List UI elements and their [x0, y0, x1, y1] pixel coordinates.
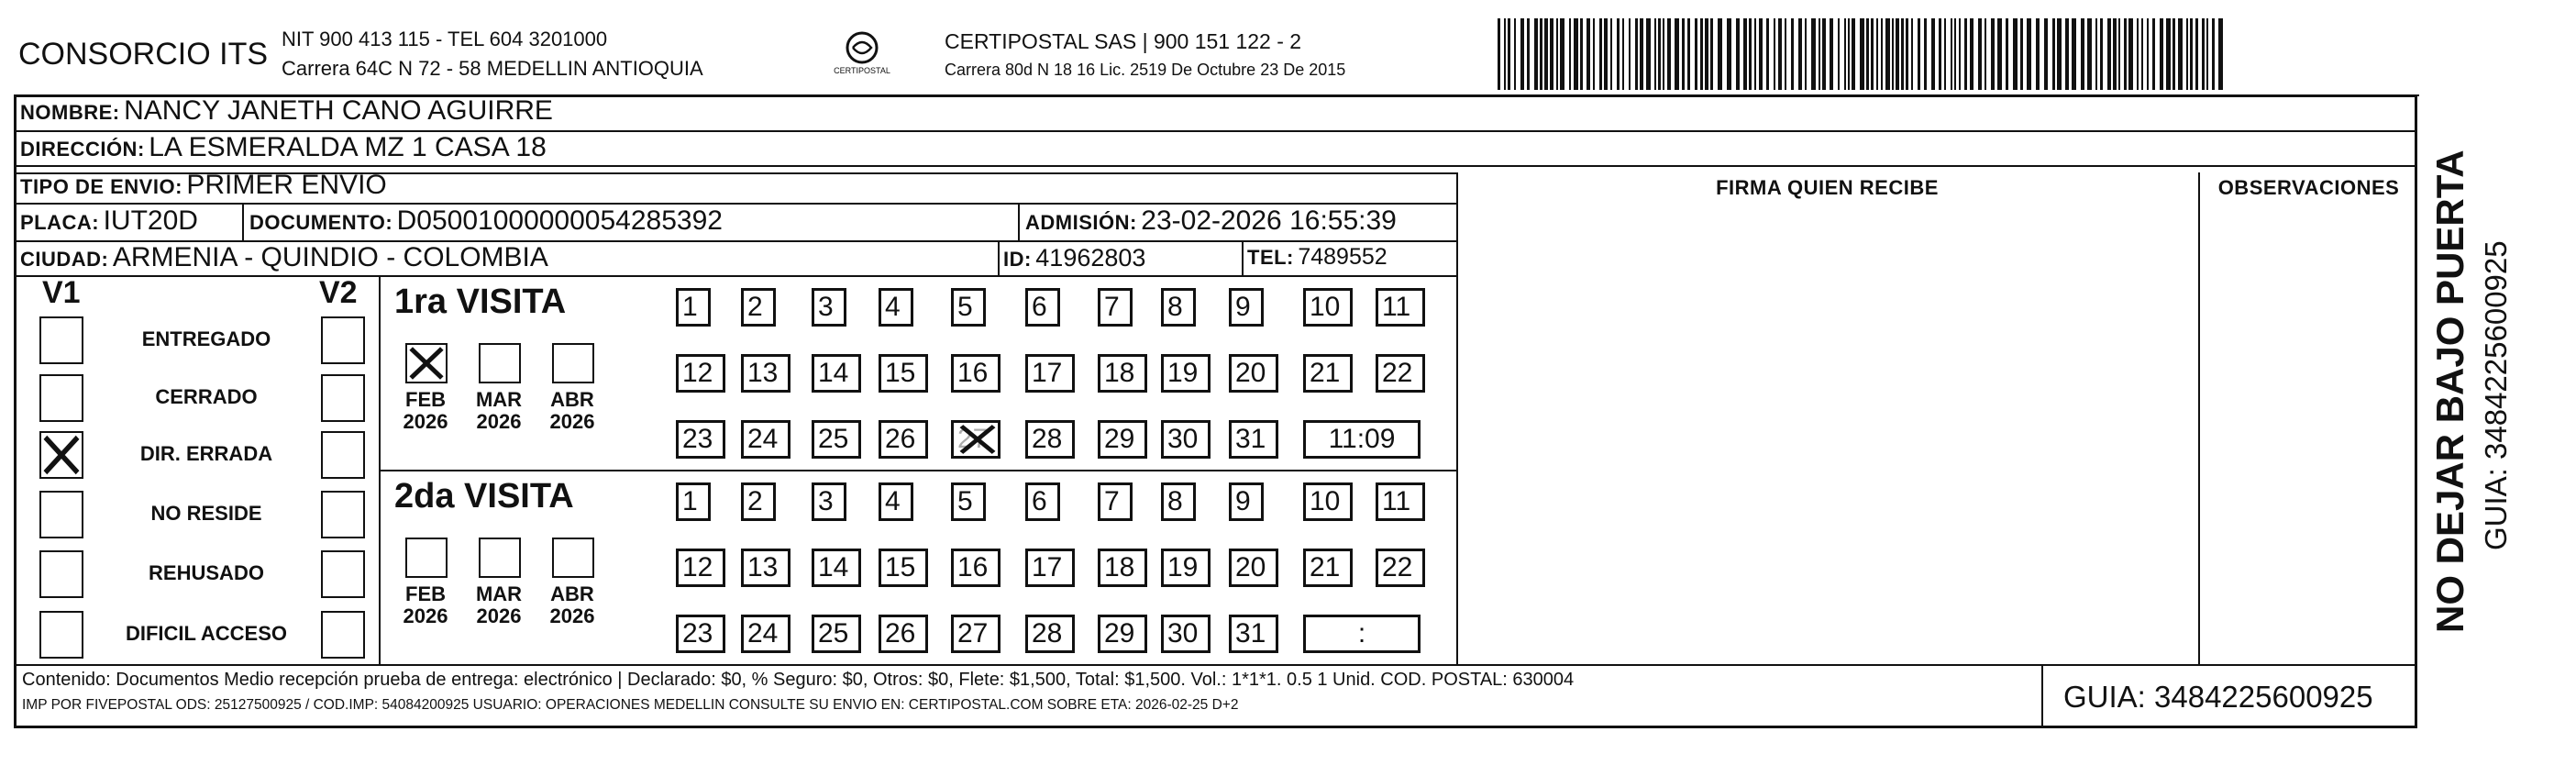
day-box[interactable]: 22 [1376, 549, 1425, 587]
id-value: 41962803 [1035, 244, 1146, 272]
barcode-bar [1959, 18, 1961, 90]
barcode-bar [1580, 18, 1583, 90]
barcode-bar [1844, 18, 1846, 90]
barcode-bar [1599, 18, 1602, 90]
month-label: FEB 2026 [403, 582, 448, 627]
day-box[interactable]: 12 [676, 354, 725, 393]
barcode-bar [1520, 18, 1524, 90]
v1-checkbox[interactable] [39, 374, 83, 422]
documento-label: DOCUMENTO: [249, 211, 393, 234]
day-box[interactable]: 13 [741, 354, 790, 393]
v2-header: V2 [319, 275, 358, 310]
barcode-bar [1635, 18, 1638, 90]
day-box[interactable]: 2 [741, 288, 776, 327]
barcode-bar [1939, 18, 1941, 90]
status-label: CERRADO [155, 385, 258, 408]
barcode-bar [1901, 18, 1904, 90]
v2-checkbox[interactable] [321, 431, 365, 479]
v1-checkbox[interactable] [39, 316, 83, 364]
day-box[interactable]: 21 [1303, 549, 1353, 587]
barcode-bar [1629, 18, 1631, 90]
barcode-bar [1544, 18, 1548, 90]
day-box[interactable]: 29 [1098, 420, 1147, 459]
barcode-bar [1622, 18, 1624, 90]
documento-cell [249, 205, 723, 237]
barcode-bar [2013, 18, 2018, 90]
day-box[interactable]: 16 [951, 549, 1001, 587]
day-box[interactable]: 15 [879, 549, 928, 587]
carrier-license: Carrera 80d N 18 16 Lic. 2519 De Octubre 23 De 2015 [945, 61, 1346, 79]
barcode-bar [1540, 18, 1542, 90]
observaciones-header: OBSERVACIONES [2217, 176, 2400, 199]
day-box[interactable]: 28 [1025, 615, 1075, 653]
day-box[interactable]: 31 [1229, 615, 1278, 653]
barcode-bar [2057, 18, 2062, 90]
day-box[interactable]: 18 [1098, 354, 1147, 393]
barcode-bar [2006, 18, 2008, 90]
barcode-bar [1985, 18, 1986, 90]
barcode-bar [1896, 18, 1899, 90]
month-label: ABR 2026 [549, 582, 595, 627]
v1-checkbox[interactable] [39, 611, 83, 659]
day-box[interactable]: 9 [1229, 288, 1264, 327]
day-box[interactable]: 11 [1376, 288, 1425, 327]
barcode-bar [1574, 18, 1578, 90]
day-box[interactable]: 24 [741, 420, 790, 459]
v1-checkbox[interactable] [39, 431, 83, 479]
barcode-bar [1911, 18, 1913, 90]
day-box[interactable]: 20 [1229, 549, 1278, 587]
barcode-bar [1658, 18, 1661, 90]
barcode-bar [1951, 18, 1952, 90]
day-box[interactable]: 16 [951, 354, 1001, 393]
barcode-bar [1759, 18, 1763, 90]
barcode-bar [1663, 18, 1664, 90]
barcode-bar [1675, 18, 1679, 90]
barcode-bar [1785, 18, 1786, 90]
placa-cell [20, 205, 198, 237]
barcode-bar [1527, 18, 1530, 90]
status-label: NO RESIDE [150, 502, 262, 525]
barcode-bar [1906, 18, 1908, 90]
tel-value: 7489552 [1298, 244, 1388, 270]
day-box[interactable]: 3 [812, 482, 846, 521]
barcode-bar [1654, 18, 1656, 90]
barcode-bar [1736, 18, 1740, 90]
barcode-bar [1991, 18, 1995, 90]
barcode-bar [1646, 18, 1651, 90]
barcode-bar [2218, 18, 2223, 90]
barcode-bar [1852, 18, 1855, 90]
logo-text: CERTIPOSTAL [834, 66, 890, 75]
barcode-bar [1997, 18, 2002, 90]
v2-checkbox[interactable] [321, 550, 365, 598]
month-label: FEB 2026 [403, 388, 448, 433]
barcode-bar [1560, 18, 1564, 90]
barcode-bar [2113, 18, 2117, 90]
firma-header: FIRMA QUIEN RECIBE [1716, 176, 1939, 199]
direccion-label: DIRECCIÓN: [20, 138, 145, 161]
barcode-bar [1640, 18, 1643, 90]
day-box[interactable]: 8 [1161, 482, 1196, 521]
barcode-bar [1498, 18, 1500, 90]
visit1-title: 1ra VISITA [394, 283, 567, 321]
visit2-title: 2da VISITA [394, 477, 574, 516]
day-box[interactable]: 5 [951, 482, 986, 521]
barcode-bar [2212, 18, 2215, 90]
direccion-row [20, 132, 547, 163]
barcode-bar [1871, 18, 1874, 90]
barcode-bar [2186, 18, 2188, 90]
barcode-bar [1978, 18, 1982, 90]
day-box[interactable]: 4 [879, 288, 913, 327]
barcode-bar [2087, 18, 2092, 90]
month-checkbox[interactable] [479, 343, 521, 383]
barcode-bar [1687, 18, 1690, 90]
footer-line1: Contenido: Documentos Medio recepción prueba de entrega: electrónico | Declarado: $0, % Seguro: $0, Otros: $0, Flete: $1,500, Total: $1,500. Vol.: 1*1*1. 0.5 1 Unid. COD. POSTAL: 630004 [22, 670, 1575, 690]
company-name: CONSORCIO ITS [18, 37, 269, 72]
day-box[interactable]: 27 [951, 420, 1001, 459]
day-box[interactable]: 25 [812, 615, 861, 653]
barcode-bar [2172, 18, 2175, 90]
day-box[interactable]: 10 [1303, 482, 1353, 521]
day-box[interactable]: 19 [1161, 354, 1211, 393]
month-label: ABR 2026 [549, 388, 595, 433]
nombre-value: NANCY JANETH CANO AGUIRRE [124, 95, 553, 126]
day-box[interactable]: 6 [1025, 482, 1060, 521]
day-box[interactable]: 13 [741, 549, 790, 587]
day-box[interactable]: 14 [812, 549, 861, 587]
barcode-bar [1550, 18, 1553, 90]
barcode-bar [1924, 18, 1927, 90]
day-box[interactable]: 8 [1161, 288, 1196, 327]
barcode-bar [2195, 18, 2198, 90]
day-box[interactable]: 14 [812, 354, 861, 393]
barcode-bar [2100, 18, 2103, 90]
side-guia: GUIA: 3484225600925 [2479, 240, 2513, 550]
month-checkbox[interactable] [552, 343, 594, 383]
day-box[interactable]: 7 [1098, 482, 1133, 521]
barcode-bar [2137, 18, 2139, 90]
barcode-bar [2044, 18, 2048, 90]
v2-checkbox[interactable] [321, 491, 365, 538]
month-checkbox[interactable] [405, 538, 448, 578]
day-box[interactable]: 21 [1303, 354, 1353, 393]
day-box[interactable]: 29 [1098, 615, 1147, 653]
tipo-row [20, 170, 387, 201]
barcode-bar [2118, 18, 2120, 90]
barcode-bar [2202, 18, 2205, 90]
barcode-bar [1811, 18, 1816, 90]
barcode-bar [1885, 18, 1890, 90]
barcode-bar [1848, 18, 1850, 90]
day-box[interactable]: 30 [1161, 615, 1211, 653]
barcode-bar [1695, 18, 1697, 90]
barcode-bar [1593, 18, 1595, 90]
barcode-bar [1970, 18, 1973, 90]
status-label: DIFICIL ACCESO [125, 622, 287, 645]
day-box[interactable]: 28 [1025, 420, 1075, 459]
admision-value: 23-02-2026 16:55:39 [1141, 205, 1397, 236]
day-box[interactable]: 6 [1025, 288, 1060, 327]
day-box[interactable]: 9 [1229, 482, 1264, 521]
placa-value: IUT20D [103, 205, 198, 236]
day-box[interactable]: 22 [1376, 354, 1425, 393]
status-label: DIR. ERRADA [139, 442, 273, 465]
day-box[interactable]: 24 [741, 615, 790, 653]
side-warning: NO DEJAR BAJO PUERTA [2428, 150, 2471, 633]
day-box[interactable]: 17 [1025, 549, 1075, 587]
barcode-bar [1860, 18, 1864, 90]
barcode-bar [1556, 18, 1558, 90]
placa-label: PLACA: [20, 211, 100, 234]
ciudad-value: ARMENIA - QUINDIO - COLOMBIA [112, 242, 548, 272]
day-box[interactable]: 10 [1303, 288, 1353, 327]
barcode-bar [2020, 18, 2023, 90]
barcode-bar [2147, 18, 2149, 90]
status-label: ENTREGADO [141, 327, 271, 350]
id-label: ID: [1003, 248, 1032, 271]
v1-header: V1 [42, 275, 81, 310]
barcode-bar [2065, 18, 2069, 90]
id-cell [1003, 244, 1145, 272]
status-label: REHUSADO [149, 561, 264, 584]
time-box[interactable]: : [1303, 615, 1421, 653]
barcode-bar [1931, 18, 1935, 90]
day-box[interactable]: 26 [879, 615, 928, 653]
barcode-icon [1498, 18, 2227, 90]
v2-checkbox[interactable] [321, 316, 365, 364]
day-box[interactable]: 11 [1376, 482, 1425, 521]
direccion-value: LA ESMERALDA MZ 1 CASA 18 [149, 132, 547, 162]
day-box[interactable]: 5 [951, 288, 986, 327]
barcode-bar [1805, 18, 1807, 90]
month-label: MAR 2026 [475, 582, 523, 627]
barcode-bar [1587, 18, 1590, 90]
barcode-bar [1822, 18, 1826, 90]
footer-line2: IMP POR FIVEPOSTAL ODS: 25127500925 / COD.IMP: 54084200925 USUARIO: OPERACIONES MEDELLIN CONSULTE SU ENVIO EN: CERTIPOSTAL.COM SOBRE ETA: 2026-02-25 D+2 [22, 697, 1239, 713]
barcode-bar [1508, 18, 1510, 90]
day-box[interactable]: 26 [879, 420, 928, 459]
barcode-bar [1944, 18, 1946, 90]
barcode-bar [1964, 18, 1967, 90]
barcode-bar [1504, 18, 1506, 90]
day-box[interactable]: 1 [676, 482, 711, 521]
barcode-bar [2141, 18, 2143, 90]
day-box[interactable]: 7 [1098, 288, 1133, 327]
v2-checkbox[interactable] [321, 374, 365, 422]
v1-checkbox[interactable] [39, 550, 83, 598]
time-box[interactable]: 11:09 [1303, 420, 1421, 459]
barcode-bar [1876, 18, 1878, 90]
day-box[interactable]: 4 [879, 482, 913, 521]
barcode-bar [2206, 18, 2208, 90]
certipostal-logo [825, 29, 899, 84]
month-checkbox[interactable] [479, 538, 521, 578]
v2-checkbox[interactable] [321, 611, 365, 659]
barcode-bar [1838, 18, 1840, 90]
day-box[interactable]: 19 [1161, 549, 1211, 587]
tel-cell [1247, 244, 1388, 271]
barcode-bar [2081, 18, 2084, 90]
barcode-bar [1710, 18, 1713, 90]
barcode-bar [2160, 18, 2163, 90]
tipo-value: PRIMER ENVIO [186, 170, 387, 200]
day-box[interactable]: 25 [812, 420, 861, 459]
barcode-bar [2072, 18, 2076, 90]
day-box[interactable]: 23 [676, 420, 725, 459]
barcode-bar [1705, 18, 1708, 90]
day-box[interactable]: 20 [1229, 354, 1278, 393]
barcode-bar [2107, 18, 2111, 90]
day-box[interactable]: 27 [951, 615, 1001, 653]
barcode-bar [2036, 18, 2040, 90]
barcode-bar [1569, 18, 1571, 90]
barcode-bar [1667, 18, 1671, 90]
barcode-bar [1718, 18, 1722, 90]
day-box[interactable]: 31 [1229, 420, 1278, 459]
day-box[interactable]: 17 [1025, 354, 1075, 393]
month-label: MAR 2026 [475, 388, 523, 433]
barcode [1498, 18, 2227, 90]
day-box[interactable]: 18 [1098, 549, 1147, 587]
footer-guia: GUIA: 3484225600925 [2063, 680, 2373, 714]
barcode-bar [1749, 18, 1752, 90]
company-address: Carrera 64C N 72 - 58 MEDELLIN ANTIOQUIA [282, 57, 703, 80]
month-checkbox[interactable] [552, 538, 594, 578]
barcode-bar [1778, 18, 1782, 90]
barcode-bar [1766, 18, 1769, 90]
nombre-row [20, 95, 553, 127]
admision-cell [1025, 205, 1397, 237]
barcode-bar [1791, 18, 1794, 90]
barcode-bar [1866, 18, 1869, 90]
barcode-bar [1918, 18, 1920, 90]
company-nit: NIT 900 413 115 - TEL 604 3201000 [282, 28, 608, 50]
carrier-name: CERTIPOSTAL SAS | 900 151 122 - 2 [945, 29, 1302, 53]
day-box[interactable]: 1 [676, 288, 711, 327]
barcode-bar [1604, 18, 1608, 90]
barcode-bar [1819, 18, 1820, 90]
barcode-bar [2052, 18, 2055, 90]
barcode-bar [1610, 18, 1612, 90]
barcode-bar [2166, 18, 2171, 90]
logo-icon [825, 29, 899, 84]
day-box[interactable]: 3 [812, 288, 846, 327]
barcode-bar [2095, 18, 2097, 90]
v1-checkbox[interactable] [39, 491, 83, 538]
barcode-bar [2190, 18, 2193, 90]
admision-label: ADMISIÓN: [1025, 211, 1137, 234]
day-box[interactable]: 23 [676, 615, 725, 653]
barcode-bar [1881, 18, 1883, 90]
ciudad-label: CIUDAD: [20, 248, 109, 271]
barcode-bar [1743, 18, 1747, 90]
day-box[interactable]: 15 [879, 354, 928, 393]
documento-value: D05001000000054285392 [396, 205, 723, 236]
barcode-bar [1617, 18, 1620, 90]
barcode-bar [1682, 18, 1685, 90]
barcode-bar [2152, 18, 2155, 90]
barcode-bar [1754, 18, 1756, 90]
barcode-bar [1954, 18, 1956, 90]
barcode-bar [1798, 18, 1802, 90]
barcode-bar [2124, 18, 2127, 90]
month-checkbox[interactable] [405, 343, 448, 383]
tel-label: TEL: [1247, 246, 1294, 269]
tipo-label: TIPO DE ENVIO: [20, 175, 182, 198]
barcode-bar [1534, 18, 1538, 90]
ciudad-cell [20, 242, 548, 273]
day-box[interactable]: 12 [676, 549, 725, 587]
barcode-bar [2128, 18, 2133, 90]
barcode-bar [1514, 18, 1516, 90]
barcode-bar [2027, 18, 2031, 90]
barcode-bar [1700, 18, 1703, 90]
barcode-bar [1727, 18, 1731, 90]
nombre-label: NOMBRE: [20, 101, 120, 124]
barcode-bar [1774, 18, 1775, 90]
barcode-bar [1892, 18, 1894, 90]
barcode-bar [1830, 18, 1833, 90]
barcode-bar [2178, 18, 2183, 90]
day-box[interactable]: 30 [1161, 420, 1211, 459]
day-box[interactable]: 2 [741, 482, 776, 521]
